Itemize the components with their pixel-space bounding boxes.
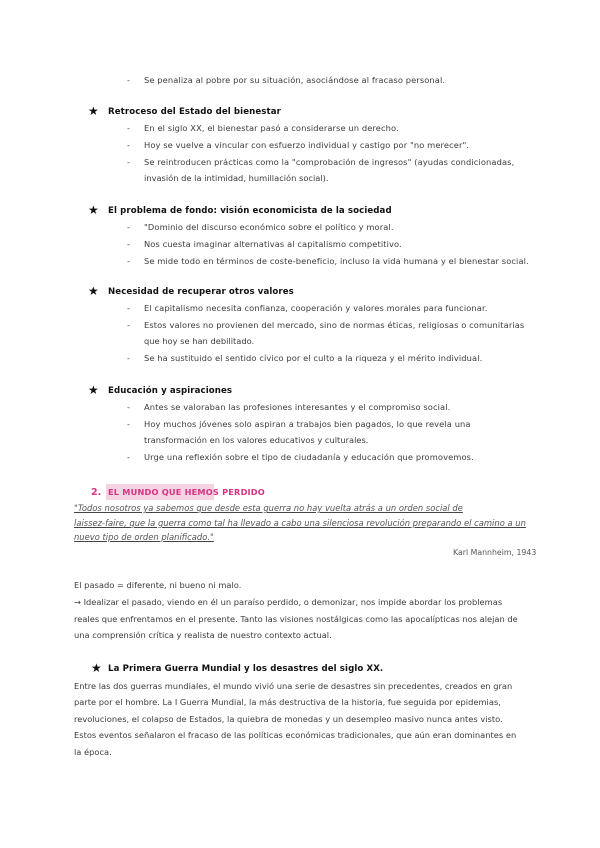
dash-bullet: - bbox=[127, 140, 131, 150]
section-heading: La Primera Guerra Mundial y los desastres del siglo XX. bbox=[108, 664, 384, 674]
list-item-continuation: transformación en los valores educativos y culturales. bbox=[144, 435, 369, 445]
list-item bbox=[127, 452, 474, 462]
dash-bullet: - bbox=[127, 222, 131, 232]
dash-bullet: - bbox=[127, 75, 131, 85]
quote-line: "Todos nosotros ya sabemos que desde esta guerra no hay vuelta atrás a un orden social de bbox=[74, 503, 463, 513]
section-heading: Educación y aspiraciones bbox=[108, 386, 233, 396]
list-item-text: Urge una reflexión sobre el tipo de ciudadanía y educación que promovemos. bbox=[144, 452, 474, 462]
section-heading: Retroceso del Estado del bienestar bbox=[108, 107, 281, 117]
dash-bullet: - bbox=[127, 256, 131, 266]
list-item bbox=[127, 256, 529, 266]
paragraph-line: → Idealizar el pasado, viendo en él un paraíso perdido, o demonizar, nos impide abordar los problemas bbox=[74, 597, 503, 607]
section-heading: El problema de fondo: visión economicista de la sociedad bbox=[108, 206, 392, 216]
list-item bbox=[127, 75, 445, 85]
quote-line: laissez-faire, que la guerra como tal ha llevado a cabo una silenciosa revolución preparando el camino a un bbox=[74, 518, 526, 528]
section-number: 2. bbox=[91, 487, 102, 498]
dash-bullet: - bbox=[127, 353, 131, 363]
list-item-text: Se mide todo en términos de coste-beneficio, incluso la vida humana y el bienestar social. bbox=[144, 256, 529, 266]
list-item-continuation: que hoy se han debilitado. bbox=[144, 336, 255, 346]
list-item-text: Estos valores no provienen del mercado, sino de normas éticas, religiosas o comunitarias bbox=[144, 320, 525, 330]
list-item bbox=[127, 320, 524, 330]
star-icon: ★ bbox=[88, 203, 99, 217]
list-item bbox=[127, 239, 402, 249]
list-item bbox=[127, 123, 399, 133]
list-item-text: En el siglo XX, el bienestar pasó a considerarse un derecho. bbox=[144, 123, 399, 133]
list-item bbox=[127, 140, 469, 150]
paragraph-line: una comprensión crítica y realista de nuestro contexto actual. bbox=[74, 630, 332, 640]
paragraph-line: revoluciones, el colapso de Estados, la quiebra de monedas y un desempleo masivo nunca antes visto. bbox=[74, 714, 503, 724]
dash-bullet: - bbox=[127, 419, 131, 429]
star-icon: ★ bbox=[88, 383, 99, 397]
dash-bullet: - bbox=[127, 123, 131, 133]
list-item bbox=[127, 157, 514, 167]
section-title: EL MUNDO QUE HEMOS PERDIDO bbox=[108, 487, 265, 497]
list-item-text: El capitalismo necesita confianza, cooperación y valores morales para funcionar. bbox=[144, 303, 488, 313]
list-item-text: Se penaliza al pobre por su situación, asociándose al fracaso personal. bbox=[144, 75, 446, 85]
list-item bbox=[127, 419, 523, 429]
dash-bullet: - bbox=[127, 320, 131, 330]
list-item-continuation: invasión de la intimidad, humillación social). bbox=[144, 173, 329, 183]
list-item-text: Nos cuesta imaginar alternativas al capitalismo competitivo. bbox=[144, 239, 402, 249]
paragraph-line: la época. bbox=[74, 747, 112, 757]
quote-line: nuevo tipo de orden planificado." bbox=[74, 532, 214, 542]
dash-bullet: - bbox=[127, 157, 131, 167]
paragraph-line: Entre las dos guerras mundiales, el mundo vivió una serie de desastres sin precedentes, creados en gran bbox=[74, 681, 513, 691]
dash-bullet: - bbox=[127, 303, 131, 313]
list-item-text: Hoy muchos jóvenes solo aspiran a trabajos bien pagados, lo que revela una bbox=[144, 419, 471, 429]
section-heading: Necesidad de recuperar otros valores bbox=[108, 287, 294, 297]
dash-bullet: - bbox=[127, 452, 131, 462]
list-item-text: Hoy se vuelve a vincular con esfuerzo individual y castigo por "no merecer". bbox=[144, 140, 470, 150]
list-item bbox=[127, 353, 482, 363]
star-icon: ★ bbox=[88, 284, 99, 298]
list-item-text: Antes se valoraban las profesiones interesantes y el compromiso social. bbox=[144, 402, 451, 412]
list-item-text: Se reintroducen prácticas como la "comprobación de ingresos" (ayudas condicionadas, bbox=[144, 157, 515, 167]
quote-author: Karl Mannheim, 1943 bbox=[453, 548, 537, 557]
paragraph-line: parte por el hombre. La I Guerra Mundial, la más destructiva de la historia, fue seguida por epidemias, bbox=[74, 697, 501, 707]
list-item bbox=[127, 303, 487, 313]
dash-bullet: - bbox=[127, 402, 131, 412]
list-item bbox=[127, 222, 394, 232]
paragraph-line: Estos eventos señalaron el fracaso de las políticas económicas tradicionales, que aún eran dominantes en bbox=[74, 730, 517, 740]
list-item-text: "Dominio del discurso económico sobre el político y moral. bbox=[144, 222, 394, 232]
list-item-text: Se ha sustituido el sentido cívico por el culto a la riqueza y el mérito individual. bbox=[144, 353, 483, 363]
star-icon: ★ bbox=[91, 661, 102, 675]
list-item bbox=[127, 402, 450, 412]
dash-bullet: - bbox=[127, 239, 131, 249]
paragraph-line: reales que enfrentamos en el presente. Tanto las visiones nostálgicas como las apocalípticas nos alejan de bbox=[74, 614, 518, 624]
paragraph-line: El pasado = diferente, ni bueno ni malo. bbox=[74, 580, 242, 590]
star-icon: ★ bbox=[88, 104, 99, 118]
